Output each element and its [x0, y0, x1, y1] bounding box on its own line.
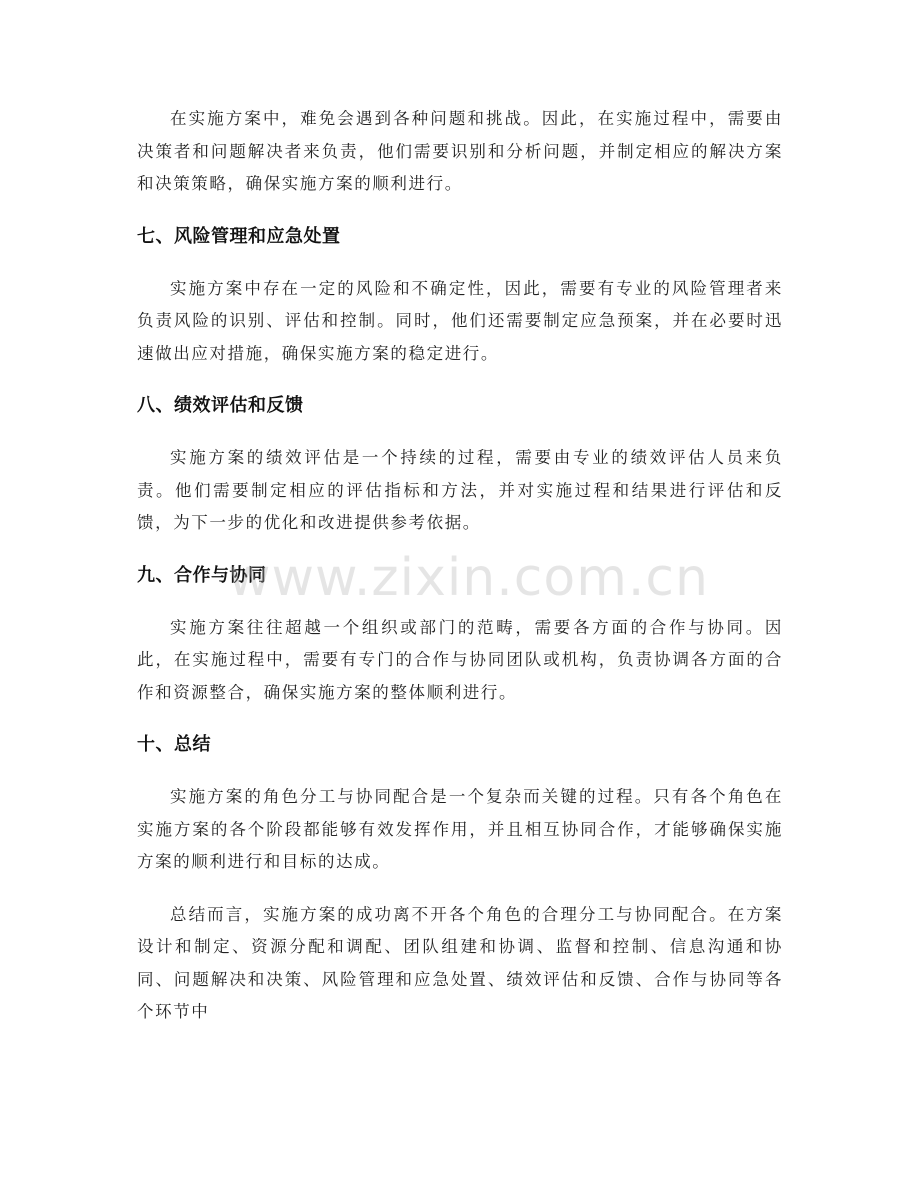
section-paragraph: 实施方案往往超越一个组织或部门的范畴，需要各方面的合作与协同。因此，在实施过程中，需要有专门的合作与协同团队或机构，负责协调各方面的合作和资源整合，确保实施方案的整体顺利进行。 — [137, 617, 783, 702]
document-body — [137, 103, 783, 1029]
section-heading-cooperation: 九、合作与协同 — [137, 564, 267, 586]
section-paragraph: 实施方案中存在一定的风险和不确定性，因此，需要有专业的风险管理者来负责风险的识别、评估和控制。同时，他们还需要制定应急预案，并在必要时迅速做出应对措施，确保实施方案的稳定进行。 — [137, 278, 783, 363]
section-heading-risk-management: 七、风险管理和应急处置 — [137, 225, 341, 247]
section-heading-performance-evaluation: 八、绩效评估和反馈 — [137, 395, 304, 416]
section-paragraph: 实施方案的角色分工与协同配合是一个复杂而关键的过程。只有各个角色在实施方案的各个阶段都能够有效发挥作用，并且相互协同合作，才能够确保实施方案的顺利进行和目标的达成。 — [137, 787, 783, 871]
section-paragraph: 实施方案的绩效评估是一个持续的过程，需要由专业的绩效评估人员来负责。他们需要制定相应的评估指标和方法，并对实施过程和结果进行评估和反馈，为下一步的优化和改进提供参考依据。 — [137, 448, 783, 532]
intro-paragraph: 在实施方案中，难免会遇到各种问题和挑战。因此，在实施过程中，需要由决策者和问题解决者来负责，他们需要识别和分析问题，并制定相应的解决方案和决策策略，确保实施方案的顺利进行。 — [137, 109, 783, 193]
watermark-text: www.zixin.com.cn — [228, 548, 709, 608]
section-heading-summary: 十、总结 — [137, 734, 211, 755]
section-paragraph: 总结而言，实施方案的成功离不开各个角色的合理分工与协同配合。在方案设计和制定、资源分配和调配、团队组建和协调、监督和控制、信息沟通和协同、问题解决和决策、风险管理和应急处置、绩效评估和反馈、合作与协同等各个环节中 — [137, 904, 783, 1021]
